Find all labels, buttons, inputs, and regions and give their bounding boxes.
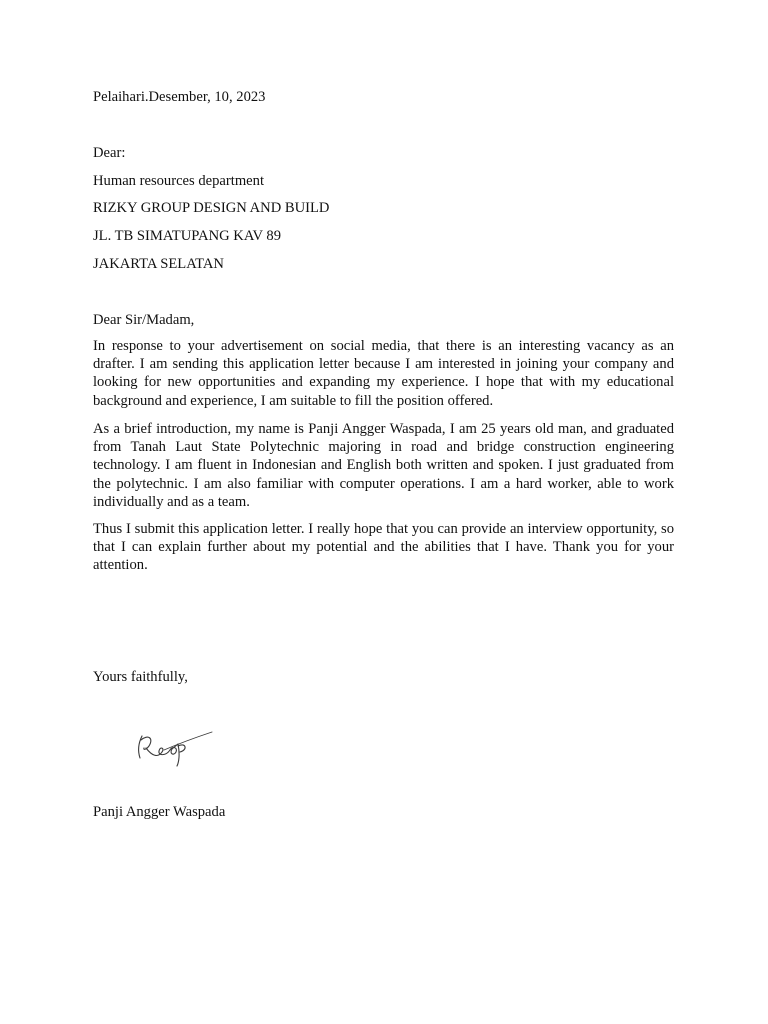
body-paragraph-1: In response to your advertisement on social media, that there is an interesting vacancy as an drafter. I am sending this application letter because I am interested in joining your company and looking for new opportunities and expanding my experience. I hope that with my educational background and experience, I am suitable to fill the position offered. (93, 338, 674, 409)
recipient-company: RIZKY GROUP DESIGN AND BUILD (93, 200, 330, 216)
recipient-city: JAKARTA SELATAN (93, 256, 224, 272)
body-paragraph-3: Thus I submit this application letter. I really hope that you can provide an interview opportunity, so that I can explain further about my potential and the abilities that I have. Thank you for your attention. (93, 521, 674, 574)
signer-name: Panji Angger Waspada (93, 804, 226, 820)
recipient-dear: Dear: (93, 145, 126, 161)
signature-icon (132, 728, 216, 770)
body-paragraph-2: As a brief introduction, my name is Panji Angger Waspada, I am 25 years old man, and graduated from Tanah Laut State Polytechnic majoring in road and bridge construction engineering technology. I am fluent in Indonesian and English both written and spoken. I just graduated from the polytechnic. I am also familiar with computer operations. I am a hard worker, able to work individually and as a team. (93, 421, 674, 510)
closing: Yours faithfully, (93, 669, 188, 685)
recipient-street: JL. TB SIMATUPANG KAV 89 (93, 228, 282, 244)
salutation: Dear Sir/Madam, (93, 312, 195, 328)
place-date: Pelaihari.Desember, 10, 2023 (93, 89, 266, 105)
recipient-department: Human resources department (93, 173, 265, 189)
